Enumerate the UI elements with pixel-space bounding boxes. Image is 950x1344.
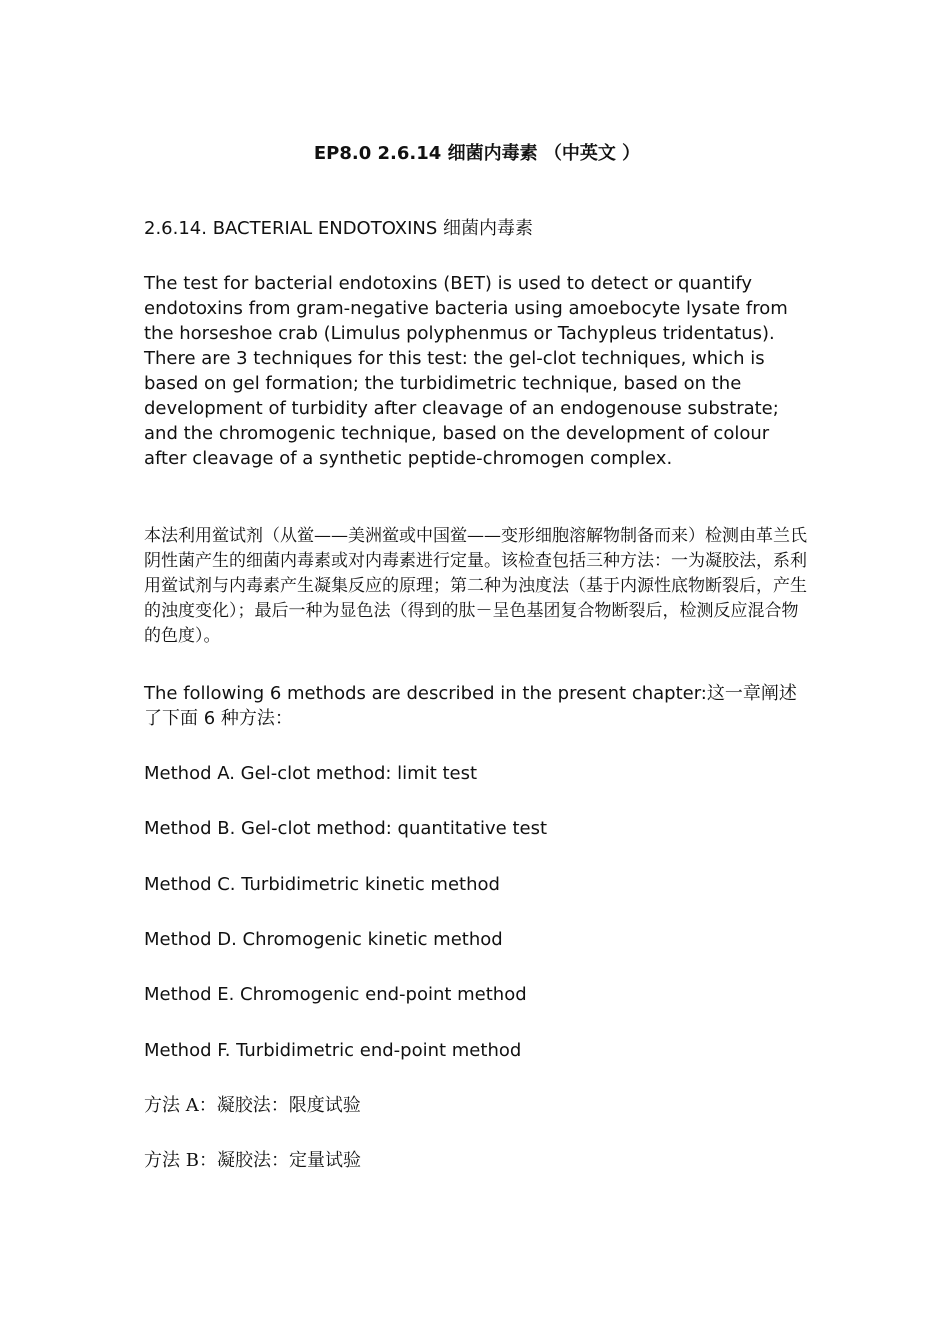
method-f-line: Method F. Turbidimetric end-point method xyxy=(144,1040,522,1061)
method-c-line: Method C. Turbidimetric kinetic method xyxy=(144,874,500,895)
methods-intro-paragraph: The following 6 methods are described in the present chapter:这一章阐述了下面 6 种方法： xyxy=(144,683,797,729)
method-a-chinese-line: 方法 A：凝胶法：限度试验 xyxy=(144,1095,361,1116)
method-b-line: Method B. Gel-clot method: quantitative test xyxy=(144,818,548,839)
method-e-line: Method E. Chromogenic end-point method xyxy=(144,984,527,1005)
method-a-line: Method A. Gel-clot method: limit test xyxy=(144,763,478,784)
intro-paragraph-chinese: 本法利用鲎试剂（从鲎——美洲鲎或中国鲎——变形细胞溶解物制备而来）检测由革兰氏阴性菌产生的细菌内毒素或对内毒素进行定量。该检查包括三种方法：一为凝胶法，系利用鲎试剂与内毒素产生凝集反应的原理；第二种为浊度法（基于内源性底物断裂后，产生的浊度变化）；最后一种为显色法（得到的肽－呈色基团复合物断裂后，检测反应混合物的色度）。 xyxy=(144,526,807,646)
intro-paragraph-english: The test for bacterial endotoxins (BET) is used to detect or quantify endotoxins from gram-negative bacteria using amoebocyte lysate from the horseshoe crab (Limulus polyphenmus or Tachypleus tridentatus). There are 3 techniques for this test: the gel-clot techniques, which is based on gel formation; the turbidimetric technique, based on the development of turbidity after cleavage of an endogenouse substrate; and the chromogenic technique, based on the development of colour after cleavage of a synthetic peptide-chromogen complex. xyxy=(144,273,788,469)
document-title: EP8.0 2.6.14 细菌内毒素 （中英文 ） xyxy=(313,143,641,164)
method-b-chinese-line: 方法 B：凝胶法：定量试验 xyxy=(144,1150,361,1171)
section-heading: 2.6.14. BACTERIAL ENDOTOXINS 细菌内毒素 xyxy=(144,218,533,239)
document-page xyxy=(144,0,810,1344)
method-d-line: Method D. Chromogenic kinetic method xyxy=(144,929,503,950)
